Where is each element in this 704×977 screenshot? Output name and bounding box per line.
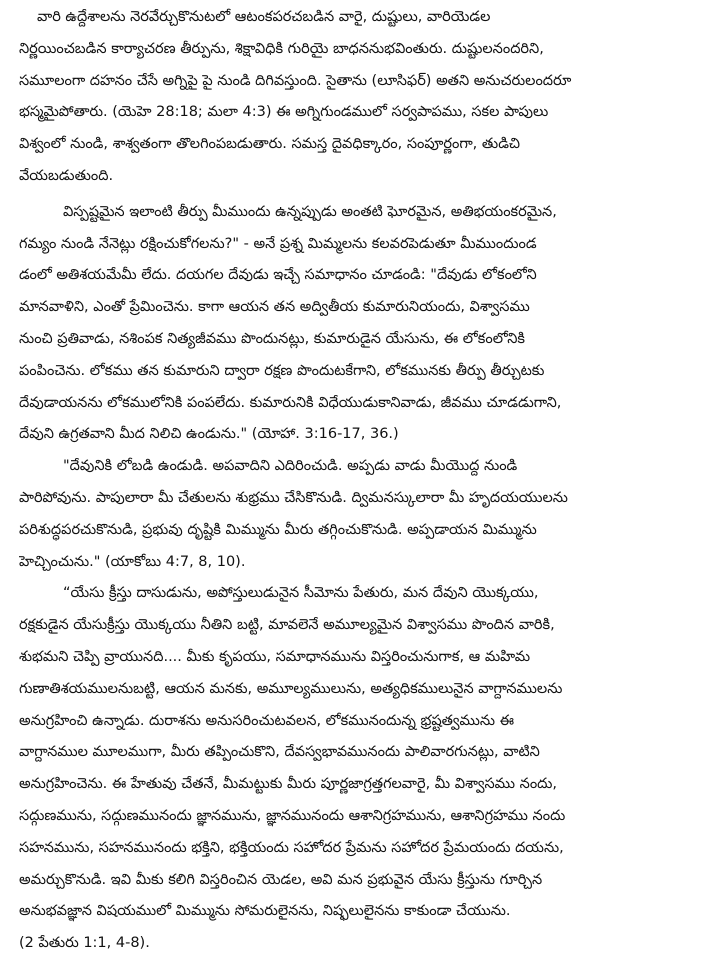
text-line: పరిశుద్ధపరచుకొనుడి, ప్రభువు దృష్టికి మిమ్మును మీరు తగ్గించుకొనుడి. అప్పడాయన మిమ్మును — [19, 521, 537, 538]
text-line: దేవుడాయనను లోకములోనికి పంపలేదు. కుమారునికి విధేయుడుకానివాడు, జీవము చూడడుగాని, — [19, 394, 562, 411]
text-line: దేవుని ఉగ్రతవాని మీద నిలిచి ఉండును." (యోహా. 3:16-17, 36.) — [19, 426, 399, 443]
text-line: గమ్యం నుండి నేనెట్లు రక్షించుకోగలను?" - అనే ప్రశ్న మిమ్మలను కలవరపెడుతూ మీముందుండ — [19, 235, 537, 252]
text-line: నిర్ణయించబడిన కార్యాచరణ తీర్పును, శిక్షావిధికి గురియై బాధననుభవింతురు. దుష్టులనందరిని, — [19, 40, 544, 57]
text-line: విశ్వంలో నుండి, శాశ్వతంగా తొలగింపబడుతారు. సమస్త దైవధిక్కారం, సంపూర్ణంగా, తుడిచి — [19, 136, 521, 153]
text-line: వారి ఉద్దేశాలను నెరవేర్చుకొనుటలో ఆటంకపరచబడిన వారై, దుష్టులు, వారియెడల — [37, 9, 491, 25]
text-line: గుణాతిశయములనుబట్టి, ఆయన మనకు, అమూల్యములును, అత్యధికములునైన వాగ్దానములను — [19, 680, 563, 697]
text-line: అనుభవజ్ఞాన విషయములో మిమ్మును సోమరులైనను, నిష్ఫలులైనను కాకుండా చేయును. — [19, 903, 511, 920]
text-line: రక్షకుడైన యేసుక్రీస్తు యొక్కయు నీతిని బట్టి, మావలెనే అమూల్యమైన విశ్వాసము పొందిన వారికి, — [19, 617, 555, 634]
text-line: పారిపోవును. పాపులారా మీ చేతులను శుభ్రము చేసికొనుడి. ద్విమనస్కులారా మీ హృదయయులను — [19, 489, 568, 506]
paragraph-god-so-loved — [19, 197, 692, 451]
text-line: “యేసు క్రీస్తు దాసుడును, అపోస్తులుడునైన సీమోను పేతురు, మన దేవుని యొక్కయు, — [63, 585, 539, 602]
paragraph-peter-greeting — [19, 578, 692, 960]
text-line: పంపించెను. లోకము తన కుమారుని ద్వారా రక్షణ పొందుటకేగాని, లోకమునకు తీర్పు తీర్చుటకు — [19, 362, 545, 379]
text-line: (2 పేతురు 1:1, 4-8). — [19, 935, 150, 952]
text-line: భస్మమైపోతారు. (యెహె 28:18; మలా 4:3) ఈ అగ్నిగుండములో సర్వపాపము, సకల పాపులు — [19, 104, 549, 121]
text-line: శుభమని చెప్పి వ్రాయునది.... మీకు కృపయు, సమాధానమును విస్తరించునుగాక, ఆ మహిమ — [19, 648, 531, 665]
text-line: మానవాళిని, ఎంతో ప్రేమించెను. కాగా ఆయన తన అద్వితీయ కుమారునియందు, విశ్వాసము — [19, 299, 530, 316]
text-line: డంలో అతిశయమేమీ లేదు. దయగల దేవుడు ఇచ్చే సమాధానం చూడండి: "దేవుడు లోకంలోని — [19, 267, 537, 284]
text-line: అనుగ్రహించి ఉన్నాడు. దురాశను అనుసరించుటవలన, లోకమునందున్న భ్రష్టత్వమును ఈ — [19, 712, 515, 729]
text-line: సద్గుణమును, సద్గుణమునందు జ్ఞానమును, జ్ఞానమునందు ఆశానిగ్రహమును, ఆశానిగ్రహము నందు — [19, 807, 566, 824]
text-line: విస్పష్టమైన ఇలాంటి తీర్పు మీముందు ఉన్నప్పుడు అంతటి ఘోరమైన, అతిభయంకరమైన, — [63, 203, 557, 220]
text-line: అనుగ్రహించెను. ఈ హేతువు చేతనే, మీమట్టుకు మీరు పూర్ణజాగ్రత్తగలవారై, మీ విశ్వాసము నందు, — [19, 776, 558, 793]
paragraph-submit-to-god — [19, 451, 692, 578]
paragraph-judgment-of-wicked — [19, 2, 692, 193]
text-line: నుంచి ప్రతివాడు, నశింపక నిత్యజీవము పొందునట్లు, కుమారుడైన యేసును, ఈ లోకంలోనికి — [19, 330, 525, 347]
text-line: అమర్చుకొనుడి. ఇవి మీకు కలిగి విస్తరించిన యెడల, అవి మన ప్రభువైన యేసు క్రీస్తును గూర్చిన — [19, 871, 543, 888]
text-line: వేయబడుతుంది. — [19, 167, 114, 184]
text-line: సమూలంగా దహనం చేసే అగ్నిపై పై నుండి దిగివస్తుంది. సైతాను (లూసిఫర్) అతని అనుచరులందరూ — [19, 72, 572, 89]
text-line: హెచ్చించును." (యాకోబు 4:7, 8, 10). — [19, 553, 246, 570]
text-line: "దేవునికి లోబడి ఉండుడి. అపవాదిని ఎదిరించుడి. అప్పడు వాడు మీయొద్ద నుండి — [63, 458, 518, 475]
text-line: సహనమును, సహనమునందు భక్తిని, భక్తియందు సహోదర ప్రేమను సహోదర ప్రేమయందు దయను, — [19, 839, 564, 856]
text-line: వాగ్దానముల మూలముగా, మీరు తప్పించుకొని, దేవస్వభావమునందు పాలివారగునట్లు, వాటిని — [19, 744, 540, 761]
